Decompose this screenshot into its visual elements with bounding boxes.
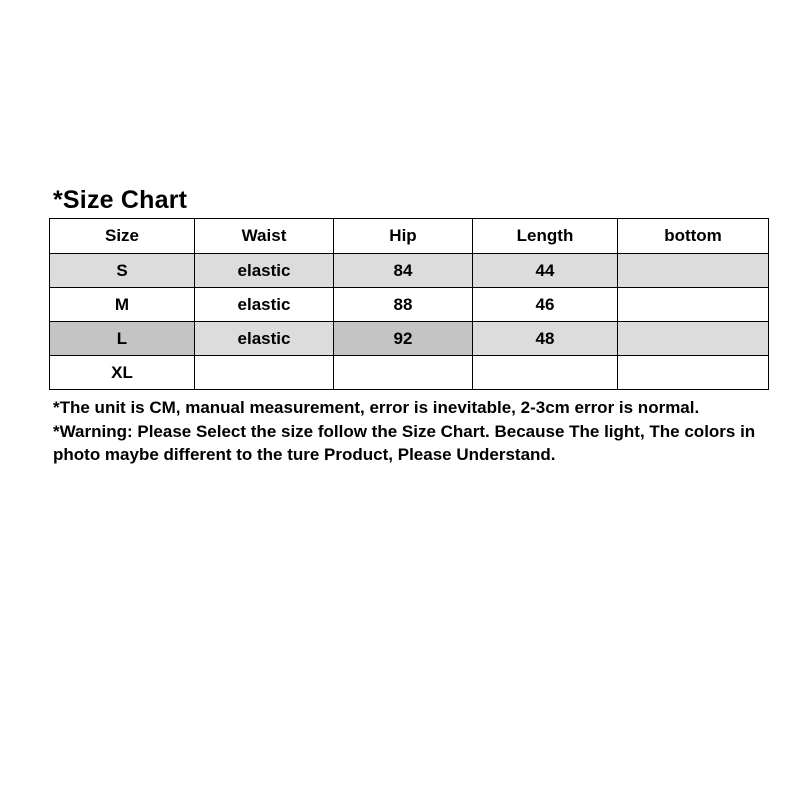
table-cell	[334, 356, 473, 390]
table-cell: S	[50, 254, 195, 288]
table-cell	[195, 356, 334, 390]
table-cell: 46	[473, 288, 618, 322]
table-cell	[618, 356, 769, 390]
header-cell-size: Size	[50, 219, 195, 254]
header-cell-bottom: bottom	[618, 219, 769, 254]
table-cell	[618, 288, 769, 322]
table-row	[50, 254, 769, 288]
table-header-row	[50, 219, 769, 254]
table-cell	[618, 254, 769, 288]
table-cell: 88	[334, 288, 473, 322]
size-note-text: *The unit is CM, manual measurement, error is inevitable, 2-3cm error is normal. *Warning: Please Select the size follow the Size Chart. Because The light, The colors in photo maybe different to the ture Product, Please Understand.	[53, 398, 756, 464]
header-cell-hip: Hip	[334, 219, 473, 254]
table-cell: 44	[473, 254, 618, 288]
table-cell	[618, 322, 769, 356]
table-cell	[473, 356, 618, 390]
table-cell: 48	[473, 322, 618, 356]
header-cell-waist: Waist	[195, 219, 334, 254]
table-row	[50, 322, 769, 356]
table-cell: elastic	[195, 322, 334, 356]
table-cell: elastic	[195, 288, 334, 322]
table-cell: 84	[334, 254, 473, 288]
table-row	[50, 288, 769, 322]
table-cell: 92	[334, 322, 473, 356]
header-cell-length: Length	[473, 219, 618, 254]
table-row	[50, 356, 769, 390]
table-cell: XL	[50, 356, 195, 390]
size-chart-table	[49, 218, 769, 390]
table-cell: M	[50, 288, 195, 322]
size-chart-title: *Size Chart	[53, 186, 188, 214]
table-cell: elastic	[195, 254, 334, 288]
table-cell: L	[50, 322, 195, 356]
